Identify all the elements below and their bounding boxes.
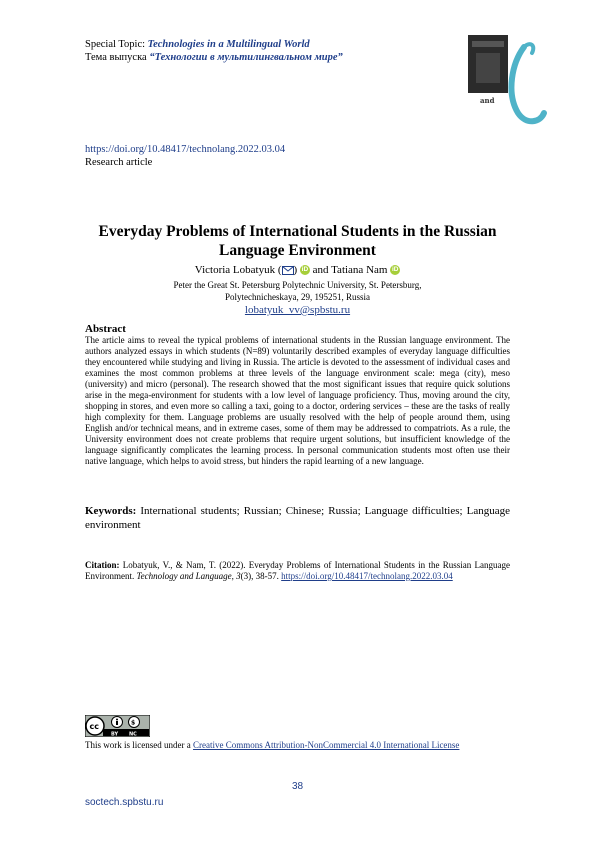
page-number: 38 (291, 781, 304, 792)
site-footer: soctech.spbstu.ru (85, 797, 164, 808)
citation-doi-link[interactable]: https://doi.org/10.48417/technolang.2022.03.04 (281, 571, 453, 581)
cc-badge-text: cc (89, 722, 99, 731)
special-topic-label: Special Topic: (85, 39, 148, 50)
svg-text:$: $ (131, 719, 136, 727)
citation-journal: Technology and Language, 3 (136, 571, 241, 581)
citation (85, 560, 510, 582)
doi-link[interactable]: https://doi.org/10.48417/technolang.2022.03.04 (85, 144, 286, 155)
cc-license-badge[interactable] (85, 715, 150, 737)
issue-topic-value: “Технологии в мультилингвальном мире” (149, 52, 343, 63)
issue-topic-line (85, 51, 343, 64)
logo-text: and (480, 96, 495, 105)
keywords-text: International students; Russian; Chinese; Russia; Language difficulties; Language environment (85, 505, 510, 531)
cc-by-text: BY (111, 731, 119, 737)
special-topic-line (85, 38, 310, 51)
mail-icon[interactable] (282, 266, 294, 275)
license-prefix: This work is licensed under a (85, 740, 193, 750)
article-title: Everyday Problems of International Students in the Russian Language Environment (98, 223, 497, 259)
citation-issue: (3), 38-57. (240, 571, 282, 581)
citation-label: Citation: (85, 560, 120, 570)
keywords-label: Keywords: (85, 505, 137, 517)
affiliation-line-2: Polytechnicheskaya, 29, 195251, Russia (225, 292, 370, 302)
article-type: Research article (85, 157, 153, 168)
authors-line (85, 263, 510, 277)
journal-logo (466, 33, 548, 128)
citation-text: Lobatyuk, V., & Nam, T. (2022). Everyday Problems of International Students in the Russian Language Environment. (85, 560, 510, 581)
license-link[interactable]: Creative Commons Attribution-NonCommercial 4.0 International License (192, 740, 460, 750)
email-link[interactable]: lobatyuk_vv@spbstu.ru (244, 304, 351, 316)
abstract-text: The article aims to reveal the typical problems of international students in the Russian language environment. The authors analyzed essays in which students (N=89) voluntarily described examples of everyday language difficulties they encountered while studying and living in Russia. The article is devoted to the assessment of individual cases and examines the most common problems at three levels of the language environment scale: mega (city), meso (university) and micro (personal). The research showed that the most significant issues that require quick solutions arise in the mega-environment for students with a low level of language proficiency. Thus, moving around the city, shopping in stores, and even more so calling a taxi, going to a doctor, ordering services – these are the tasks of really high complexity for them. Language problems are usually resolved with the help of people around them, using English and/or technical means, and in extreme cases, some of them may be addressed to compatriots. As a rule, the University environment does not create problems that require urgent solutions, but insufficient knowledge of the language significantly complicates the learning process. In personal communication students most often use their native language, which helps to avoid stress, but hinders the rapid learning of a new language. (85, 335, 510, 466)
orcid-icon[interactable]: iD (301, 266, 309, 274)
cc-nc-text: NC (129, 731, 137, 737)
author-connector: and Tatiana Nam (312, 264, 391, 276)
issue-topic-label: Тема выпуска (85, 52, 150, 63)
affiliation (85, 279, 510, 303)
special-topic-value: Technologies in a Multilingual World (147, 39, 310, 50)
author-1-name: Victoria Lobatyuk ( (194, 264, 282, 276)
keywords (85, 504, 510, 532)
author-1-close: ) (293, 264, 298, 276)
orcid-icon[interactable]: iD (391, 266, 399, 274)
affiliation-line-1: Peter the Great St. Petersburg Polytechnic University, St. Petersburg, (173, 280, 422, 290)
abstract-heading: Abstract (85, 323, 126, 335)
license-line (85, 740, 459, 750)
